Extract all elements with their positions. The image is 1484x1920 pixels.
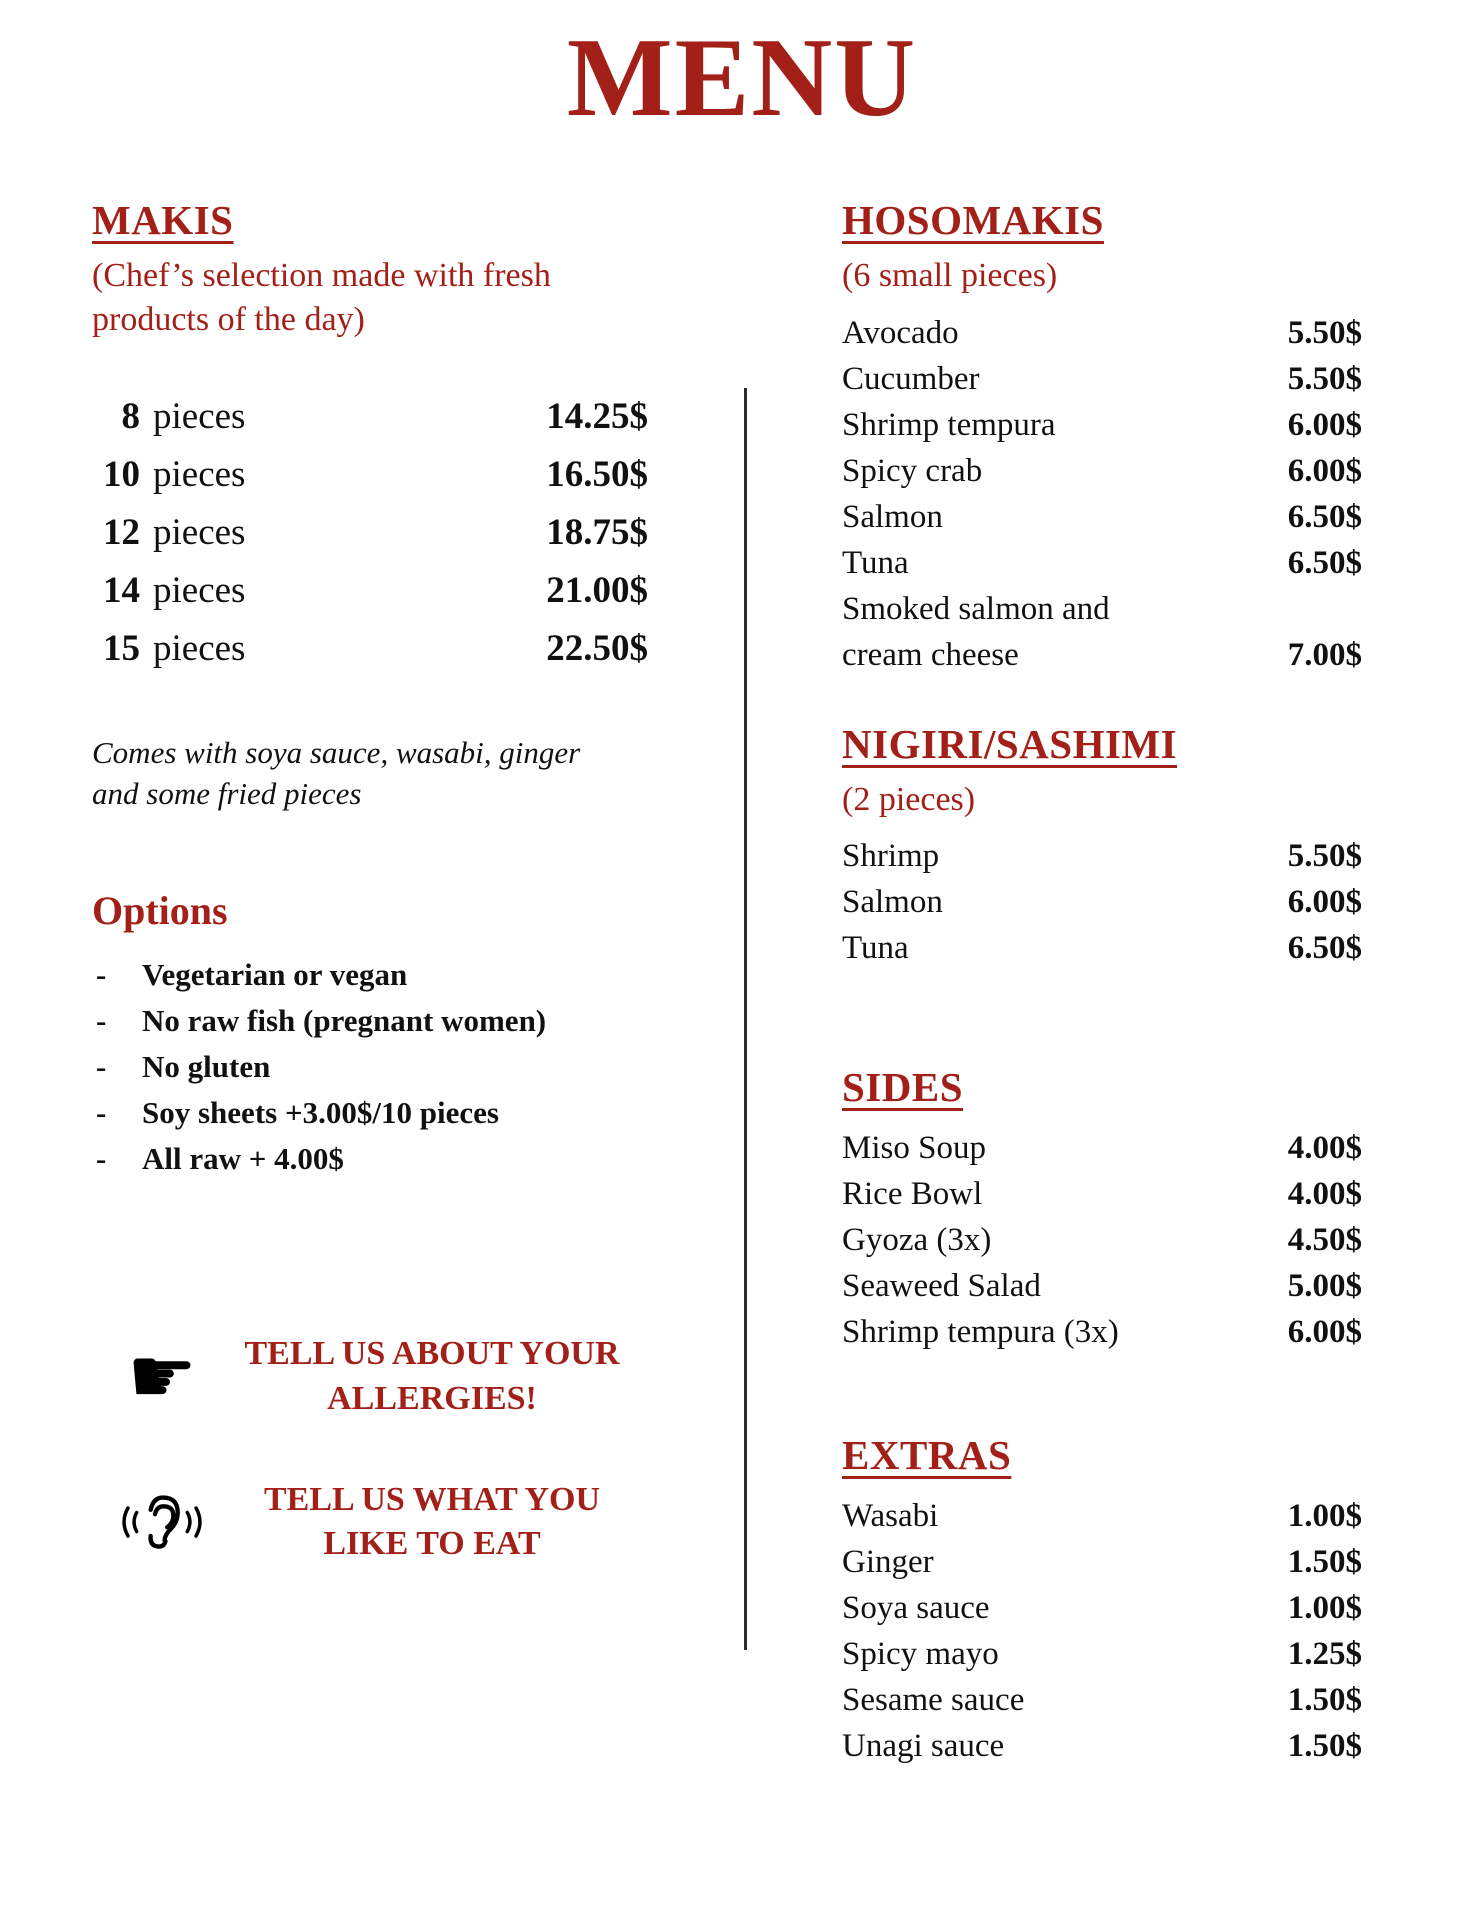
price: 21.00$ [546,570,648,612]
item-price: 5.50$ [1287,314,1362,351]
section-sides [842,1063,1362,1355]
hosomakis-subtitle: (6 small pieces) [842,257,1058,294]
left-column [92,196,657,1567]
menu-item-row [842,448,1362,494]
item-price: 5.00$ [1287,1268,1362,1305]
item-price: 5.50$ [1287,360,1362,397]
item-name: Soya sauce [842,1590,990,1627]
makis-heading: MAKIS [92,197,234,243]
makis-price-row [92,627,648,685]
menu-item-row [842,1631,1362,1677]
allergies-callout-text: TELL US ABOUT YOUR ALLERGIES! [244,1334,620,1417]
price: 14.25$ [546,396,648,438]
makis-note: Comes with soya sauce, wasabi, ginger and some fried pieces [92,735,581,811]
section-nigiri-sashimi [842,720,1362,972]
nigiri-items [842,833,1362,971]
column-divider [744,388,747,1650]
sides-items [842,1125,1362,1355]
item-price: 6.00$ [1287,406,1362,443]
option-label: - Vegetarian or vegan [142,956,408,992]
menu-item-row [842,1263,1362,1309]
menu-item-row [842,1125,1362,1171]
menu-item-row [842,1723,1362,1769]
nigiri-heading: NIGIRI/SASHIMI [842,720,1178,767]
item-name: Smoked salmon and cream cheese [842,590,1110,673]
item-name: Shrimp [842,838,940,875]
hosomakis-heading: HOSOMAKIS [842,197,1104,243]
portion-count: 15 [103,628,140,670]
pointing-hand-icon [92,1331,232,1422]
item-price: 1.50$ [1287,1682,1362,1719]
menu-item-row [842,925,1362,971]
menu-item-row [842,494,1362,540]
menu-item-row [842,540,1362,586]
item-name: Spicy mayo [842,1636,999,1673]
section-hosomakis [842,196,1362,678]
price: 18.75$ [546,512,648,554]
item-price: 6.00$ [1287,884,1362,921]
option-label: - No gluten [142,1048,271,1084]
menu-item-row [842,356,1362,402]
menu-item-row [842,1677,1362,1723]
section-extras [842,1431,1362,1769]
item-name: Spicy crab [842,452,983,489]
item-price: 1.50$ [1287,1728,1362,1765]
makis-price-row [92,453,648,511]
item-price: 6.00$ [1287,452,1362,489]
option-item [92,952,657,998]
item-price: 6.50$ [1287,498,1362,535]
menu-item-row [842,1493,1362,1539]
item-name: Ginger [842,1544,934,1581]
item-price: 4.00$ [1287,1130,1362,1167]
option-label: - Soy sheets +3.00$/10 pieces [142,1094,499,1130]
item-price: 6.00$ [1287,1314,1362,1351]
item-name: Shrimp tempura (3x) [842,1314,1119,1351]
item-name: Gyoza (3x) [842,1222,992,1259]
menu-item-row [842,1539,1362,1585]
menu-item-row [842,1585,1362,1631]
menu-item-row [842,586,1362,678]
ear-icon [92,1487,232,1557]
preferences-callout [92,1478,657,1568]
pointing-hand-glyph: ☛ [127,1331,197,1422]
options-list [92,952,657,1182]
right-column [842,196,1362,1769]
menu-item-row [842,310,1362,356]
menu-item-row [842,1171,1362,1217]
price: 16.50$ [546,454,648,496]
portion-count: 12 [103,512,140,554]
item-name: Sesame sauce [842,1682,1025,1719]
item-price: 7.00$ [1287,636,1362,673]
preferences-callout-text: TELL US WHAT YOU LIKE TO EAT [263,1480,600,1563]
option-label: - No raw fish (pregnant women) [142,1002,547,1038]
makis-price-row [92,395,648,453]
item-name: Salmon [842,884,943,921]
item-price: 4.50$ [1287,1222,1362,1259]
makis-price-table [92,395,648,685]
price: 22.50$ [546,628,648,670]
item-name: Salmon [842,498,943,535]
options-heading: Options [92,887,228,933]
item-name: Tuna [842,930,909,967]
item-price: 1.25$ [1287,1636,1362,1673]
menu-item-row [842,879,1362,925]
item-price: 6.50$ [1287,544,1362,581]
item-price: 5.50$ [1287,838,1362,875]
hosomakis-items [842,310,1362,678]
option-item [92,1044,657,1090]
item-price: 1.00$ [1287,1498,1362,1535]
nigiri-subtitle: (2 pieces) [842,780,976,818]
option-item [92,998,657,1044]
makis-price-row [92,511,648,569]
portion-unit: pieces [153,396,246,438]
extras-items [842,1493,1362,1769]
portion-unit: pieces [153,512,246,554]
makis-price-row [92,569,648,627]
menu-item-row [842,402,1362,448]
portion-count: 8 [121,396,140,438]
item-name: Rice Bowl [842,1176,983,1213]
allergies-callout [92,1332,657,1422]
menu-item-row [842,1217,1362,1263]
item-name: Seaweed Salad [842,1268,1041,1305]
item-name: Shrimp tempura [842,406,1056,443]
item-price: 1.50$ [1287,1544,1362,1581]
option-item [92,1136,657,1182]
page-title: MENU [566,16,918,140]
option-item [92,1090,657,1136]
portion-unit: pieces [153,570,246,612]
portion-unit: pieces [153,454,246,496]
item-price: 4.00$ [1287,1176,1362,1213]
menu-item-row [842,1309,1362,1355]
item-name: Tuna [842,544,909,581]
sides-heading: SIDES [842,1064,964,1111]
item-price: 1.00$ [1287,1590,1362,1627]
portion-count: 10 [103,454,140,496]
portion-count: 14 [103,570,140,612]
option-label: - All raw + 4.00$ [142,1140,344,1176]
item-name: Unagi sauce [842,1728,1005,1765]
item-price: 6.50$ [1287,930,1362,967]
item-name: Wasabi [842,1498,939,1535]
menu-item-row [842,833,1362,879]
item-name: Cucumber [842,360,980,397]
makis-subtitle: (Chef’s selection made with fresh products of the day) [92,257,551,338]
item-name: Avocado [842,314,959,351]
portion-unit: pieces [153,628,246,670]
item-name: Miso Soup [842,1130,986,1167]
extras-heading: EXTRAS [842,1432,1012,1479]
